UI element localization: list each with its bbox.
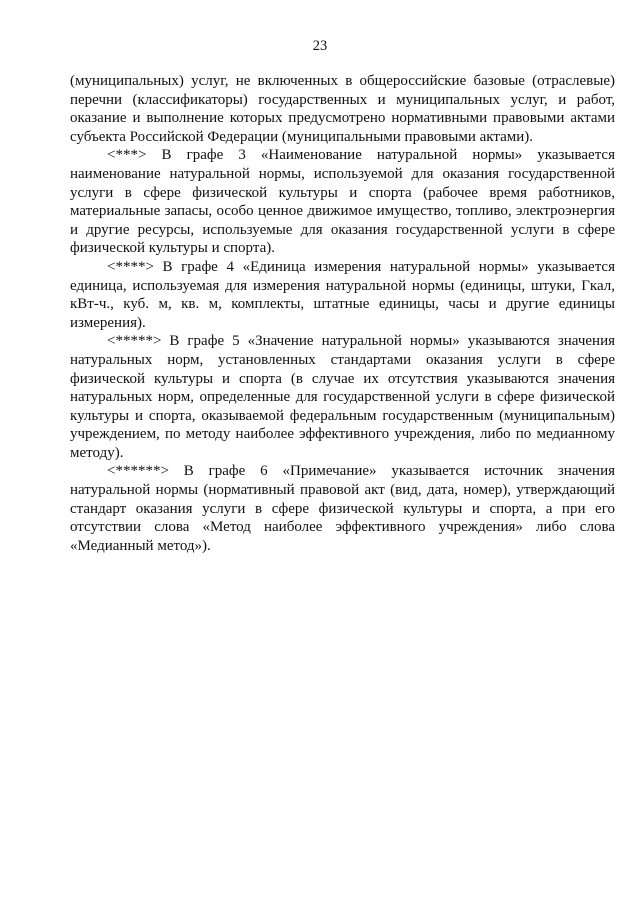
footnote-column-4: <****> В графе 4 «Единица измерения натуральной нормы» указывается единица, используемая для измерения натуральной нормы (единицы, штуки, Гкал, кВт-ч., куб. м, кв. м, комплекты, штатные единицы, часы и другие единицы измерения). — [70, 258, 615, 331]
page-number: 23 — [312, 38, 328, 54]
footnote-column-3: <***> В графе 3 «Наименование натуральной нормы» указывается наименование натуральной нормы, используемой для оказания государственной услуги в сфере физической культуры и спорта (рабочее время работников, материальные запасы, особо ценное движимое имущество, топливо, электроэнергия и другие ресурсы, используемые для оказания государственной услуги в сфере физической культуры и спорта). — [70, 147, 615, 257]
paragraph-continuation: (муниципальных) услуг, не включенных в общероссийские базовые (отраслевые) перечни (классификаторы) государственных и муниципальных услуг, и работ, оказание и выполнение которых предусмотрено нормативными правовыми актами субъекта Российской Федерации (муниципальными правовыми актами). — [70, 73, 615, 145]
footnote-column-6: <******> В графе 6 «Примечание» указывается источник значения натуральной нормы (нормативный правовой акт (вид, дата, номер), утверждающий стандарт оказания услуги в сфере физической культуры и спорта, а при его отсутствии слова «Метод наиболее эффективного учреждения» либо слова «Медианный метод»). — [70, 463, 615, 554]
document-body — [70, 72, 615, 555]
footnote-column-5: <*****> В графе 5 «Значение натуральной нормы» указываются значения натуральных норм, установленных стандартами оказания услуги в сфере физической культуры и спорта (в случае их отсутствия указываются значения натуральных норм, определенные для государственной услуги в сфере физической культуры и спорта, оказываемой федеральным государственным (муниципальным) учреждением, по методу наиболее эффективного учреждения, либо по медианному методу). — [70, 333, 615, 461]
